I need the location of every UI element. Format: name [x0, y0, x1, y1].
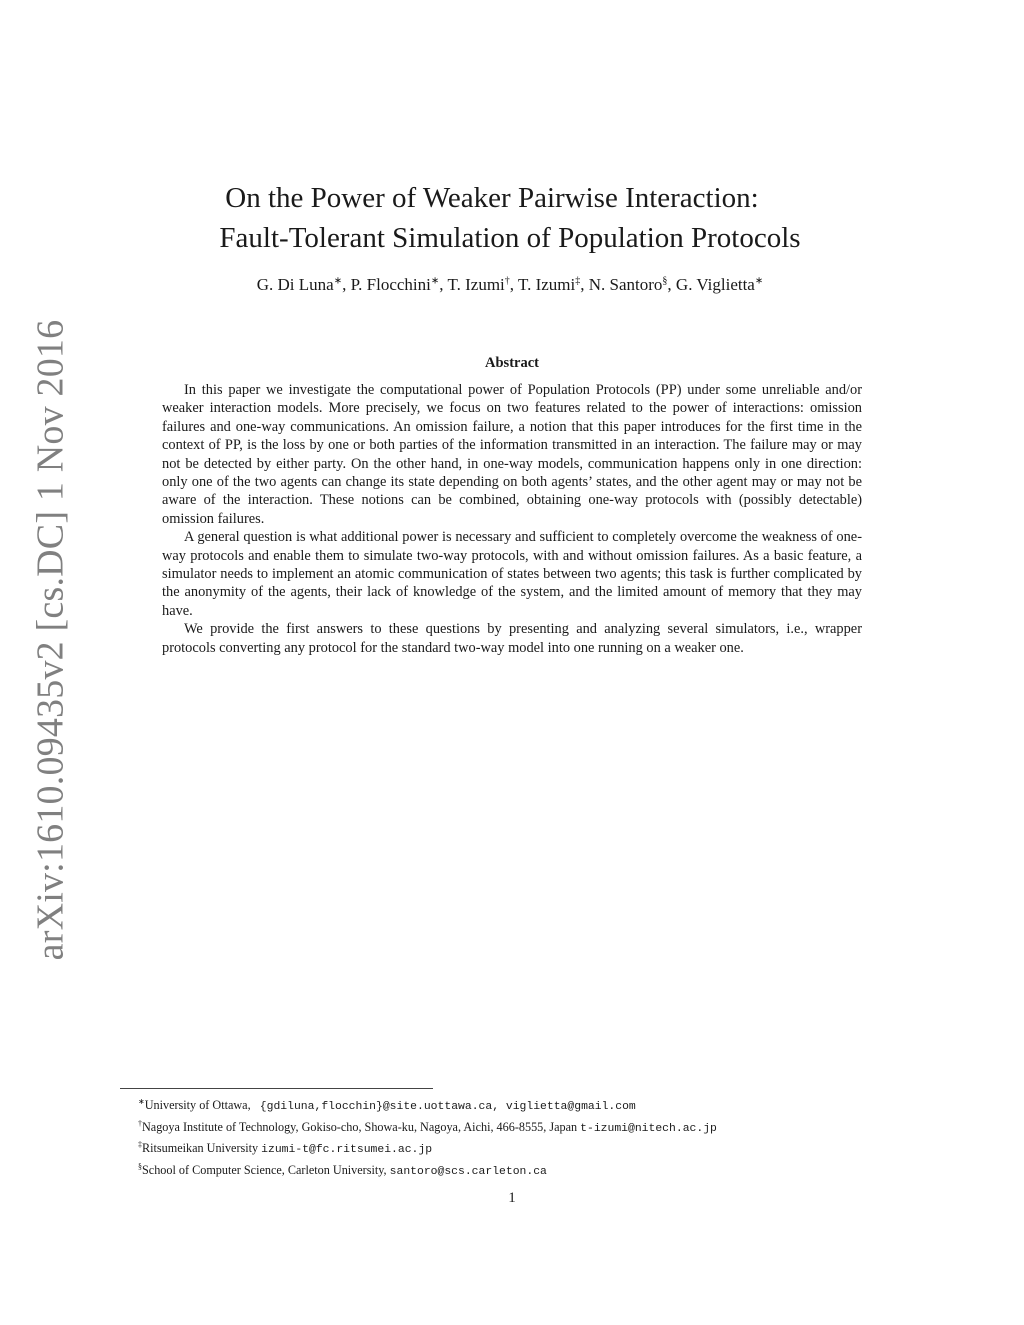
abstract-heading: Abstract [485, 355, 539, 371]
footnote-text: School of Computer Science, Carleton University, [142, 1162, 387, 1177]
affiliation-mark: † [504, 275, 510, 287]
footnotes [138, 1094, 898, 1180]
author-name: P. Flocchini [350, 275, 431, 294]
affiliation-mark: ∗ [754, 275, 764, 287]
footnote [138, 1159, 898, 1181]
author-separator: , [580, 275, 589, 294]
author-separator: , [342, 275, 351, 294]
footnote-email: izumi-t@fc.ritsumei.ac.jp [261, 1144, 433, 1157]
author-name: G. Di Luna [256, 275, 334, 294]
affiliation-mark: ∗ [333, 275, 343, 287]
author-name: T. Izumi [447, 275, 505, 294]
footnote-text: Nagoya Institute of Technology, Gokiso-cho, Showa-ku, Nagoya, Aichi, 466-8555, Japan [142, 1119, 578, 1134]
page-number: 1 [508, 1190, 516, 1206]
footnote-mark: ‡ [138, 1140, 142, 1150]
affiliation-mark: ∗ [430, 275, 440, 287]
footnote [138, 1094, 898, 1116]
author [257, 275, 351, 294]
author [518, 275, 589, 294]
arxiv-identifier-text: arXiv:1610.09435v2 [cs.DC] 1 Nov 2016 [29, 319, 72, 961]
footnote [138, 1137, 898, 1159]
footnote-email: santoro@scs.carleton.ca [389, 1165, 547, 1178]
abstract-body [162, 381, 862, 657]
author [589, 275, 676, 294]
author [676, 275, 763, 294]
author-list [150, 275, 870, 295]
affiliation-mark: ‡ [575, 275, 581, 287]
abstract-paragraph: A general question is what additional power is necessary and sufficient to completely overcome the weakness of one-way protocols and enable them to simulate two-way protocols, with and without omission failures. As a basic feature, a simulator needs to implement an atomic communication of states between two agents; this task is further complicated by the anonymity of the agents, their lack of knowledge of the system, and the limited amount of memory that they may have. [162, 529, 862, 619]
footnote-text: Ritsumeikan University [142, 1141, 259, 1156]
title-line-1: On the Power of Weaker Pairwise Interaction: [225, 182, 759, 214]
footnote-text: University of Ottawa, [144, 1098, 251, 1113]
author [351, 275, 448, 294]
author-name: N. Santoro [588, 275, 663, 294]
footnote [138, 1116, 898, 1138]
footnote-mark: ∗ [138, 1097, 145, 1106]
footnote-mark: § [138, 1161, 142, 1171]
author [447, 275, 517, 294]
footnote-mark: † [138, 1118, 142, 1128]
footnote-divider [120, 1088, 433, 1089]
affiliation-mark: § [662, 275, 668, 287]
title-line-2: Fault-Tolerant Simulation of Population Protocols [219, 222, 801, 254]
footnote-email: t-izumi@nitech.ac.jp [580, 1122, 717, 1135]
author-separator: , [509, 275, 518, 294]
author-separator: , [439, 275, 448, 294]
paper-title [150, 178, 870, 258]
author-separator: , [667, 275, 676, 294]
abstract-paragraph: We provide the first answers to these questions by presenting and analyzing several simulators, i.e., wrapper protocols converting any protocol for the standard two-way model into one running on a weaker one. [162, 621, 862, 656]
author-name: G. Viglietta [675, 275, 755, 294]
footnote-email: {gdiluna,flocchin}@site.uottawa.ca, viglietta@gmail.com [259, 1101, 636, 1114]
arxiv-identifier-stamp [20, 319, 80, 961]
author-name: T. Izumi [517, 275, 576, 294]
abstract-paragraph: In this paper we investigate the computational power of Population Protocols (PP) under some unreliable and/or weaker interaction models. More precisely, we focus on two features related to the power of interactions: omission failures and one-way communications. An omission failure, a notion that this paper introduces for the first time in the context of PP, is the loss by one or both parties of the information transmitted in an interaction. The failure may or may not be detected by either party. On the other hand, in one-way models, communication happens only in one direction: only one of the two agents can change its state depending on both agents’ states, and the other agent may or may not be aware of the interaction. These notions can be combined, obtaining one-way protocols with (possibly detectable) omission failures. [162, 382, 862, 527]
